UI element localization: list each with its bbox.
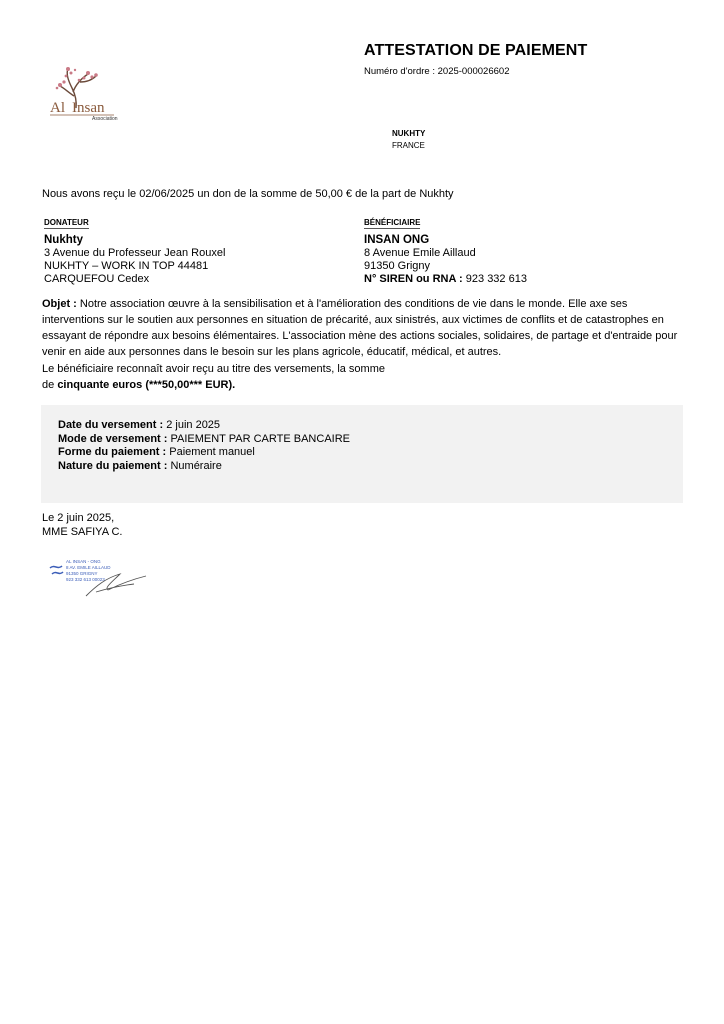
payment-form: Forme du paiement : Paiement manuel (58, 446, 255, 458)
association-logo (46, 64, 136, 122)
payment-mode: Mode de versement : PAIEMENT PAR CARTE BANCAIRE (58, 432, 350, 445)
signatory-name: MME SAFIYA C. (42, 526, 123, 538)
order-number: Numéro d'ordre : 2025-000026602 (364, 66, 510, 77)
document-title: ATTESTATION DE PAIEMENT (364, 42, 588, 59)
beneficiary-name: INSAN ONG (364, 234, 430, 246)
beneficiary-address-line1: 8 Avenue Emile Aillaud (364, 247, 476, 259)
stamp-and-signature (46, 556, 150, 600)
beneficiary-section (364, 212, 527, 286)
svg-text:91350 GRIGNY: 91350 GRIGNY (66, 571, 98, 576)
beneficiary-siren: N° SIREN ou RNA : 923 332 613 (364, 273, 527, 285)
donor-name: Nukhty (44, 234, 83, 246)
payment-details (58, 419, 350, 473)
payment-nature: Nature du paiement : Numéraire (58, 459, 222, 472)
beneficiary-heading: BÉNÉFICIAIRE (364, 218, 421, 227)
objet-label: Objet : (42, 298, 77, 310)
svg-text:8 AV. EMILE AILLAUD: 8 AV. EMILE AILLAUD (66, 565, 111, 570)
intro-text: Nous avons reçu le 02/06/2025 un don de la somme de 50,00 € de la part de Nukhty (42, 188, 454, 200)
donor-heading: DONATEUR (44, 218, 89, 227)
amount-in-words: cinquante euros (***50,00*** EUR). (57, 379, 236, 391)
svg-text:923 332 613 00023: 923 332 613 00023 (66, 577, 105, 582)
donor-address-line1: 3 Avenue du Professeur Jean Rouxel (44, 247, 226, 259)
svg-text:AL INSAN - ONG: AL INSAN - ONG (66, 559, 101, 564)
recipient-country: FRANCE (392, 141, 425, 150)
objet-paragraph (42, 296, 682, 360)
logo-text-insan: Insan (72, 100, 105, 116)
payment-date: Date du versement : 2 juin 2025 (58, 419, 221, 431)
objet-text: Notre association œuvre à la sensibilisation et à l'amélioration des conditions de vie dans le monde. Elle axe ses interventions sur le soutien aux personnes en situation de précarité, aux sinistrés, aux victimes de conflits et de catastrophes en essayant de répondre aux besoins élémentaires. L'association mène des actions sociales, solidaires, de partage et d'entraide pour venir en aide aux personnes dans le besoin sur les plans agricole, éducatif, médical, et autres. (42, 298, 678, 358)
logo-subtitle: Association (92, 116, 118, 122)
signature-block (42, 511, 122, 539)
beneficiary-address-line2: 91350 Grigny (364, 260, 431, 272)
recognition-text: Le bénéficiaire reconnaît avoir reçu au titre des versements, la somme de cinquante euros (***50,00*** EUR). (42, 363, 385, 391)
donor-section (44, 212, 225, 286)
recipient-name: NUKHTY (392, 129, 426, 138)
donor-address-line2: NUKHTY – WORK IN TOP 44481 (44, 260, 209, 272)
signature-date: Le 2 juin 2025, (42, 512, 115, 524)
donor-address-line3: CARQUEFOU Cedex (44, 273, 150, 285)
logo-text-al: Al (50, 100, 65, 116)
